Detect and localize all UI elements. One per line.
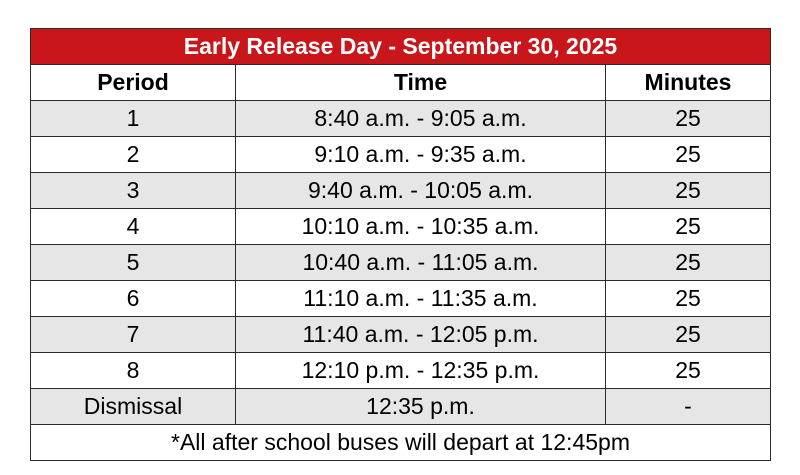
minutes-cell: 25 (606, 209, 771, 245)
period-cell: 4 (31, 209, 236, 245)
time-cell: 10:40 a.m. - 11:05 a.m. (236, 245, 606, 281)
title-row (31, 29, 771, 65)
time-cell: 9:40 a.m. - 10:05 a.m. (236, 173, 606, 209)
time-cell: 8:40 a.m. - 9:05 a.m. (236, 101, 606, 137)
minutes-cell: 25 (606, 245, 771, 281)
time-cell: 12:10 p.m. - 12:35 p.m. (236, 353, 606, 389)
minutes-cell: 25 (606, 281, 771, 317)
minutes-cell: - (606, 389, 771, 425)
time-cell: 11:40 a.m. - 12:05 p.m. (236, 317, 606, 353)
table-row-period-7 (31, 317, 771, 353)
period-cell: 2 (31, 137, 236, 173)
period-cell: Dismissal (31, 389, 236, 425)
period-cell: 8 (31, 353, 236, 389)
table-row-period-8 (31, 353, 771, 389)
period-cell: 5 (31, 245, 236, 281)
header-row (31, 65, 771, 101)
time-cell: 10:10 a.m. - 10:35 a.m. (236, 209, 606, 245)
footnote-row (31, 425, 771, 461)
period-cell: 1 (31, 101, 236, 137)
bus-departure-footnote: *All after school buses will depart at 12:45pm (31, 425, 771, 461)
minutes-cell: 25 (606, 173, 771, 209)
column-header-time: Time (236, 65, 606, 101)
column-header-period: Period (31, 65, 236, 101)
period-cell: 6 (31, 281, 236, 317)
table-row-period-2 (31, 137, 771, 173)
time-cell: 9:10 a.m. - 9:35 a.m. (236, 137, 606, 173)
column-header-minutes: Minutes (606, 65, 771, 101)
table-row-period-1 (31, 101, 771, 137)
period-cell: 7 (31, 317, 236, 353)
table-row-dismissal (31, 389, 771, 425)
minutes-cell: 25 (606, 353, 771, 389)
early-release-schedule-table (30, 28, 771, 461)
time-cell: 11:10 a.m. - 11:35 a.m. (236, 281, 606, 317)
minutes-cell: 25 (606, 101, 771, 137)
schedule-title: Early Release Day - September 30, 2025 (31, 29, 771, 65)
table-row-period-6 (31, 281, 771, 317)
minutes-cell: 25 (606, 137, 771, 173)
table-row-period-4 (31, 209, 771, 245)
period-cell: 3 (31, 173, 236, 209)
table-row-period-5 (31, 245, 771, 281)
minutes-cell: 25 (606, 317, 771, 353)
time-cell: 12:35 p.m. (236, 389, 606, 425)
table-row-period-3 (31, 173, 771, 209)
